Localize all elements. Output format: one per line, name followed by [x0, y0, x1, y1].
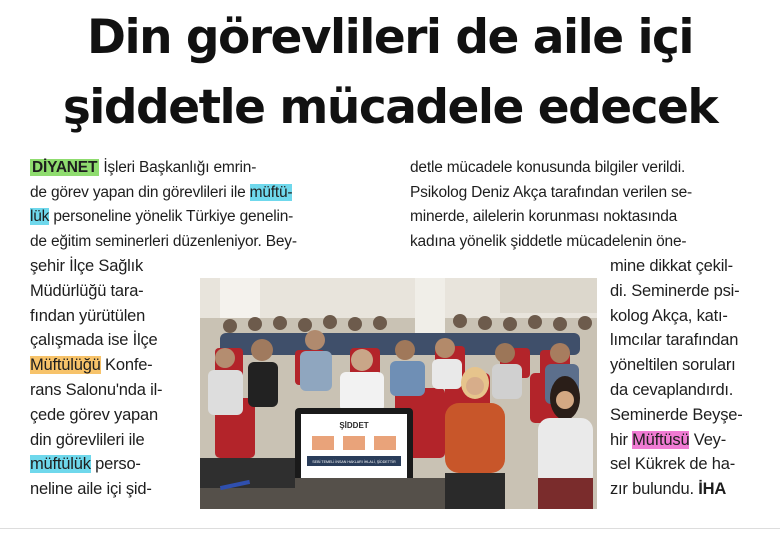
- headline-line-2: şiddetle mücadele edecek: [62, 80, 718, 135]
- article-text: şehir İlçe Sağlık: [30, 257, 144, 275]
- article-text: kadına yönelik şiddetle mücadelenin öne-: [410, 232, 687, 250]
- article-text: de eğitim seminerleri düzenleniyor. Bey-: [30, 232, 297, 250]
- article-text: Psikolog Deniz Akça tarafından verilen se-: [410, 183, 692, 201]
- highlighted-term: lük: [30, 208, 50, 225]
- article-line: [610, 404, 743, 428]
- laptop-screen-title: ŞİDDET: [339, 421, 369, 430]
- article-text: da cevaplandırdı.: [610, 381, 734, 399]
- article-line: [610, 379, 733, 403]
- article-line: [30, 206, 293, 228]
- article-text: Vey-: [689, 430, 727, 449]
- article-line: [410, 182, 692, 204]
- article-line: [410, 206, 677, 228]
- article-line: [30, 379, 162, 403]
- article-text: neline aile içi şid-: [30, 480, 152, 499]
- bottom-divider: [0, 528, 780, 529]
- news-agency-credit: İHA: [698, 480, 727, 499]
- article-line: [30, 255, 143, 279]
- article-text: de görev yapan din görevlileri ile: [30, 183, 250, 201]
- article-line: [410, 157, 685, 179]
- article-text: hir: [610, 430, 633, 449]
- article-text: detle mücadele konusunda bilgiler verildi.: [410, 159, 686, 176]
- article-text: İşleri Başkanlığı emrin-: [99, 159, 257, 176]
- article-text: mine dikkat çekil-: [610, 257, 733, 275]
- article-text: kolog Akça, katı-: [610, 306, 728, 325]
- article-line: [610, 280, 739, 304]
- article-line: [30, 231, 297, 253]
- laptop-screen-caption: SEBİ TEMELİ İNSAN HAKLARI İHLALİ, ŞİDDETTİR: [312, 460, 396, 464]
- article-text: yöneltilen soruları: [610, 356, 736, 375]
- article-text: lımcılar tarafından: [610, 331, 739, 350]
- article-text: fından yürütülen: [30, 306, 146, 325]
- article-line: [610, 354, 736, 378]
- article-line: [30, 182, 292, 204]
- article-line: [30, 280, 143, 304]
- highlighted-term: Müftüsü: [632, 430, 690, 449]
- article-text: personeline yönelik Türkiye genelin-: [49, 208, 294, 225]
- article-text: din görevlileri ile: [30, 430, 145, 449]
- seminar-photo: [200, 278, 597, 509]
- article-text: di. Seminerde psi-: [610, 281, 740, 300]
- article-line: [610, 453, 735, 477]
- article-line: [30, 329, 158, 353]
- article-line: [30, 478, 152, 502]
- article-text: zır bulundu.: [610, 480, 699, 499]
- article-text: rans Salonu'nda il-: [30, 381, 163, 399]
- article-text: perso-: [90, 455, 141, 474]
- article-text: Seminerde Beyşe-: [610, 405, 743, 424]
- article-text: çalışmada ise İlçe: [30, 331, 158, 350]
- article-line: [30, 429, 145, 453]
- article-line: [610, 329, 738, 353]
- highlighted-term: Müftülüğü: [30, 356, 101, 375]
- article-line: [610, 305, 728, 329]
- article-line: [610, 255, 733, 279]
- article-line: [30, 305, 145, 329]
- article-line: [30, 157, 256, 179]
- article-text: minerde, ailelerin korunması noktasında: [410, 208, 678, 225]
- highlighted-term: müftülük: [30, 455, 91, 474]
- article-line: [30, 354, 152, 378]
- article-line: [30, 404, 158, 428]
- highlighted-term: DİYANET: [32, 159, 98, 176]
- article-text: Konfe-: [100, 356, 153, 375]
- article-line: [30, 453, 141, 477]
- article-text: sel Kükrek de ha-: [610, 455, 735, 474]
- article-line: [410, 231, 686, 253]
- article-text: çede görev yapan: [30, 405, 158, 424]
- seminar-photo-illustration: [200, 278, 597, 509]
- article-line: [610, 429, 726, 453]
- highlighted-term: müftü-: [249, 183, 293, 201]
- article-text: Müdürlüğü tara-: [30, 281, 144, 300]
- article-line: [610, 478, 726, 502]
- headline-line-1: Din görevlileri de aile içi: [86, 10, 694, 65]
